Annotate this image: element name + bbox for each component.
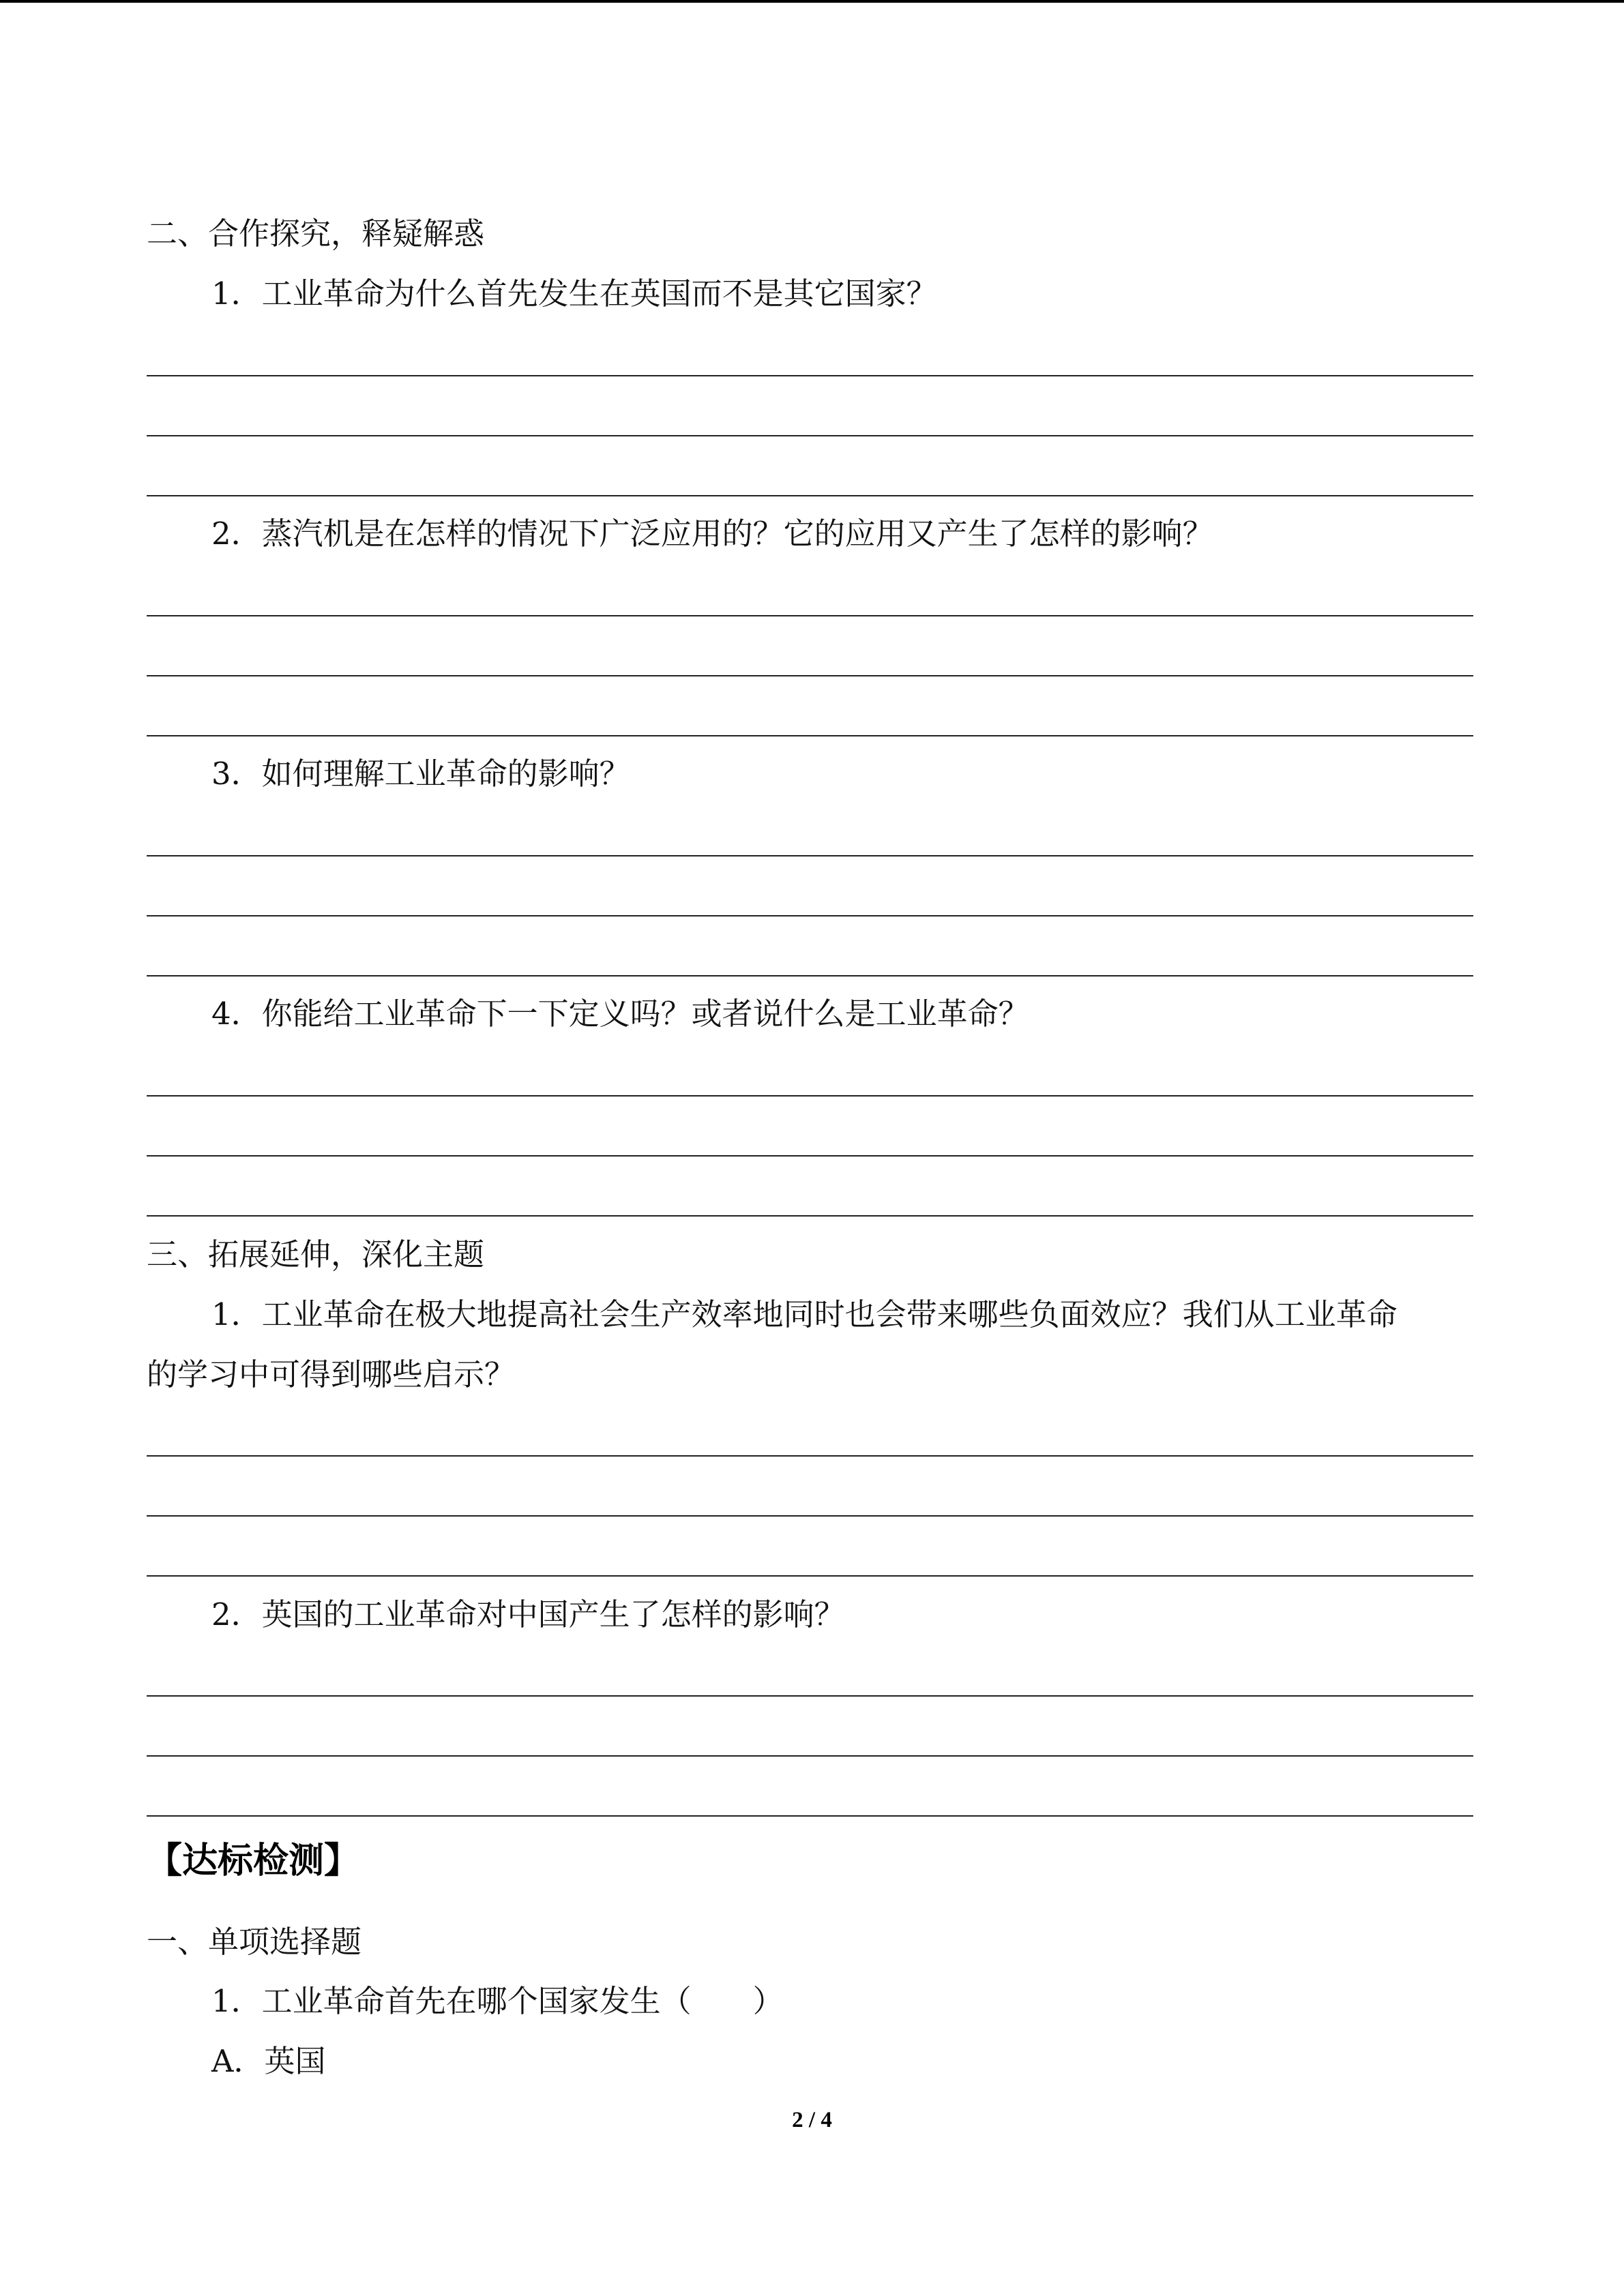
page-top-border xyxy=(0,0,1624,3)
answer-line[interactable] xyxy=(147,1155,1473,1157)
answer-line[interactable] xyxy=(147,1515,1473,1517)
answer-line[interactable] xyxy=(147,975,1473,976)
answer-line[interactable] xyxy=(147,495,1473,496)
answer-line[interactable] xyxy=(147,615,1473,616)
question-continuation: 的学习中可得到哪些启示？ xyxy=(147,1356,516,1392)
question: 2．蒸汽机是在怎样的情况下广泛应用的？它的应用又产生了怎样的影响？ xyxy=(211,516,1213,552)
question: 2．英国的工业革命对中国产生了怎样的影响？ xyxy=(211,1596,845,1632)
section-title: 二、合作探究，释疑解惑 xyxy=(147,215,485,252)
question: 1．工业革命在极大地提高社会生产效率地同时也会带来哪些负面效应？我们从工业革命 xyxy=(211,1296,1398,1332)
answer-line[interactable] xyxy=(147,375,1473,376)
answer-line[interactable] xyxy=(147,735,1473,736)
answer-line[interactable] xyxy=(147,1815,1473,1817)
answer-line[interactable] xyxy=(147,1575,1473,1577)
page-number: 2 / 4 xyxy=(792,2108,832,2132)
answer-line[interactable] xyxy=(147,1455,1473,1457)
answer-line[interactable] xyxy=(147,855,1473,856)
question: 1．工业革命为什么首先发生在英国而不是其它国家？ xyxy=(211,275,937,312)
question: 1．工业革命首先在哪个国家发生（ ） xyxy=(211,1983,784,2019)
answer-line[interactable] xyxy=(147,1695,1473,1697)
answer-line[interactable] xyxy=(147,1755,1473,1757)
answer-line[interactable] xyxy=(147,435,1473,436)
assessment-heading: 【达标检测】 xyxy=(147,1840,360,1881)
answer-line[interactable] xyxy=(147,675,1473,676)
part-title: 一、单项选择题 xyxy=(147,1924,362,1960)
option-a: A．英国 xyxy=(211,2043,326,2079)
question: 3．如何理解工业革命的影响？ xyxy=(211,756,630,792)
answer-line[interactable] xyxy=(147,915,1473,916)
section-title: 三、拓展延伸，深化主题 xyxy=(147,1236,485,1272)
question: 4．你能给工业革命下一下定义吗？或者说什么是工业革命？ xyxy=(211,996,1029,1032)
answer-line[interactable] xyxy=(147,1095,1473,1097)
answer-line[interactable] xyxy=(147,1215,1473,1217)
